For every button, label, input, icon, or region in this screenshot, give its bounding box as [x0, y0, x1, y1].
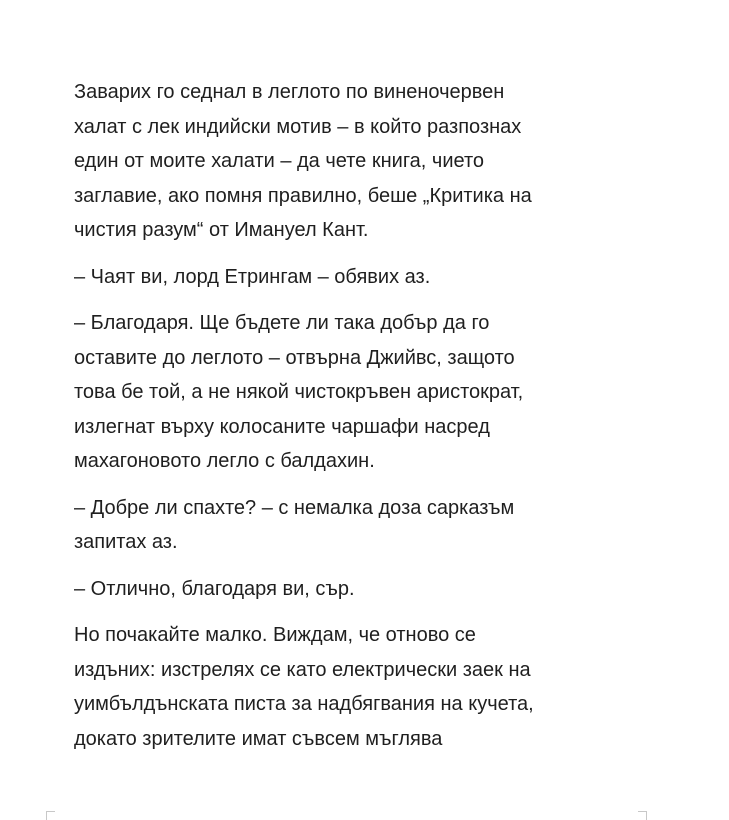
document-body [74, 75, 674, 768]
text-line: оставите до леглото – отвърна Джийвс, защото [74, 346, 515, 369]
text-line: докато зрителите имат съвсем мъглява [74, 727, 443, 750]
text-line: заглавие, ако помня правилно, беше „Критика на [74, 184, 532, 207]
text-line: Но почакайте малко. Виждам, че отново се [74, 624, 476, 646]
text-line: – Добре ли спахте? – с немалка доза сарказъм [74, 496, 515, 519]
paragraph-2 [74, 260, 674, 295]
text-line: това бе той, а не някой чистокръвен аристократ, [74, 381, 524, 403]
text-line: – Отлично, благодаря ви, сър. [74, 577, 355, 600]
text-line: Заварих го седнал в леглото по виненочервен [74, 81, 505, 103]
paragraph-6 [74, 618, 674, 756]
text-line: халат с лек индийски мотив – в който разпознах [74, 115, 522, 138]
text-line: – Благодаря. Ще бъдете ли така добър да го [74, 312, 490, 334]
text-line: издъних: изстрелях се като електрически заек на [74, 658, 531, 681]
text-line: излегнат върху колосаните чаршафи насред [74, 415, 490, 438]
text-line: махагоновото легло с балдахин. [74, 450, 375, 472]
paragraph-3 [74, 306, 674, 479]
text-line: уимбълдънската писта за надбягвания на кучета, [74, 693, 534, 715]
text-line: запитах аз. [74, 531, 178, 553]
paragraph-5 [74, 572, 674, 607]
paragraph-4 [74, 491, 674, 560]
paragraph-1 [74, 75, 674, 248]
text-line: един от моите халати – да чете книга, чието [74, 150, 485, 172]
text-line: – Чаят ви, лорд Етрингам – обявих аз. [74, 265, 431, 288]
text-line: чистия разум“ от Имануел Кант. [74, 219, 369, 241]
